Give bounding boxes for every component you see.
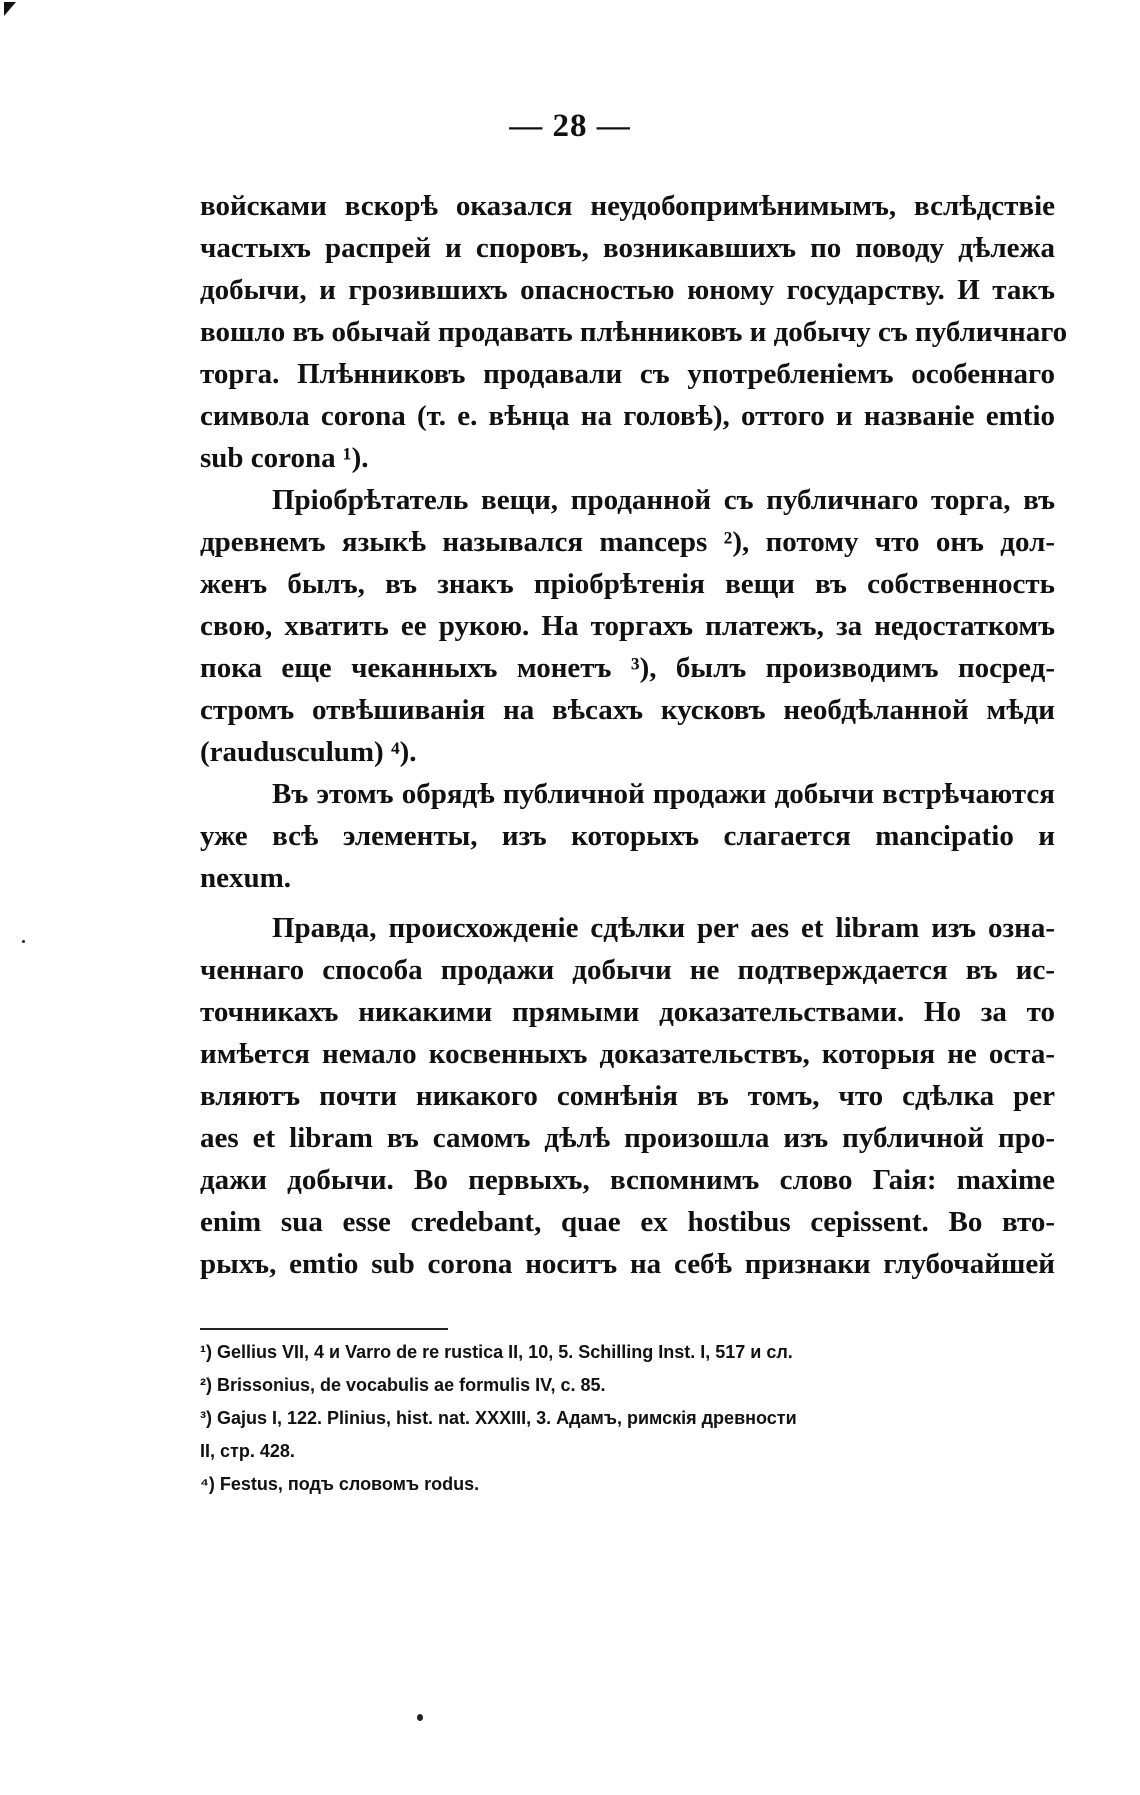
text-line: пока еще чеканныхъ монетъ ³), былъ производимъ посред-: [200, 652, 1055, 684]
paragraph-3: [200, 773, 1055, 899]
text-line: enim sua esse credebant, quae ex hostibus cepissent. Во вто-: [200, 1206, 1055, 1238]
text-line: nexum.: [200, 862, 292, 894]
text-line: рыхъ, emtio sub corona носитъ на себѣ признаки глубочайшей: [200, 1248, 1055, 1280]
text-line: вошло въ обычай продавать плѣнниковъ и добычу съ публичнаго: [200, 316, 1068, 348]
scan-speck: [22, 940, 25, 943]
text-line: древнемъ языкѣ назывался manceps ²), потому что онъ дол-: [200, 526, 1055, 558]
text-line: торга. Плѣнниковъ продавали съ употребленіемъ особеннаго: [200, 358, 1055, 390]
text-line: войсками вскорѣ оказался неудобопримѣнимымъ, вслѣдствіе: [200, 190, 1055, 222]
text-line: sub corona ¹).: [200, 442, 369, 474]
body-text: [200, 185, 1068, 1285]
page-number: — 28 —: [509, 108, 631, 144]
text-line: имѣется немало косвенныхъ доказательствъ, которыя не оста-: [200, 1038, 1055, 1070]
text-line: Правда, происхожденіе сдѣлки per aes et libram изъ озна-: [272, 912, 1055, 944]
text-line: aes et libram въ самомъ дѣлѣ произошла изъ публичной про-: [200, 1122, 1055, 1154]
footnotes: [200, 1336, 1055, 1501]
footnote-3: ³) Gajus I, 122. Plinius, hist. nat. XXXIII, 3. Адамъ, римскія древности: [200, 1408, 797, 1428]
footnote-3-continued: II, стр. 428.: [200, 1441, 295, 1461]
text-line: точникахъ никакими прямыми доказательствами. Но за то: [200, 996, 1055, 1028]
scan-corner-mark: [4, 2, 16, 16]
text-line: вляютъ почти никакого сомнѣнія въ томъ, что сдѣлка per: [200, 1080, 1055, 1112]
text-line: женъ былъ, въ знакъ пріобрѣтенія вещи въ собственность: [200, 568, 1055, 600]
footnote-2: ²) Brissonius, de vocabulis ae formulis IV, c. 85.: [200, 1375, 606, 1395]
footnote-4: ⁴) Festus, подъ словомъ rodus.: [200, 1474, 480, 1494]
footnote-divider: [200, 1328, 448, 1330]
text-line: ченнаго способа продажи добычи не подтверждается въ ис-: [200, 954, 1055, 986]
text-line: свою, хватить ее рукою. На торгахъ платежъ, за недостаткомъ: [200, 610, 1055, 642]
paragraph-1: [200, 185, 1068, 479]
text-line: уже всѣ элементы, изъ которыхъ слагается mancipatio и: [200, 820, 1055, 852]
paragraph-2: [200, 479, 1055, 773]
text-line: добычи, и грозившихъ опасностью юному государству. И такъ: [200, 274, 1055, 306]
text-line: стромъ отвѣшиванія на вѣсахъ кусковъ необдѣланной мѣди: [200, 694, 1055, 726]
paragraph-4: [200, 907, 1055, 1285]
footnote-1: ¹) Gellius VII, 4 и Varro de re rustica II, 10, 5. Schilling Inst. I, 517 и сл.: [200, 1342, 793, 1362]
text-line: (raudusculum) ⁴).: [200, 736, 417, 768]
text-line: символа corona (т. е. вѣнца на головѣ), оттого и названіе emtio: [200, 400, 1055, 432]
text-line: частыхъ распрей и споровъ, возникавшихъ по поводу дѣлежа: [200, 232, 1055, 264]
text-line: Въ этомъ обрядѣ публичной продажи добычи встрѣчаются: [272, 778, 1055, 810]
text-line: дажи добычи. Во первыхъ, вспомнимъ слово Гаія: maxime: [200, 1164, 1055, 1196]
text-line: Пріобрѣтатель вещи, проданной съ публичнаго торга, въ: [272, 484, 1055, 516]
scan-speck: [417, 1714, 423, 1721]
